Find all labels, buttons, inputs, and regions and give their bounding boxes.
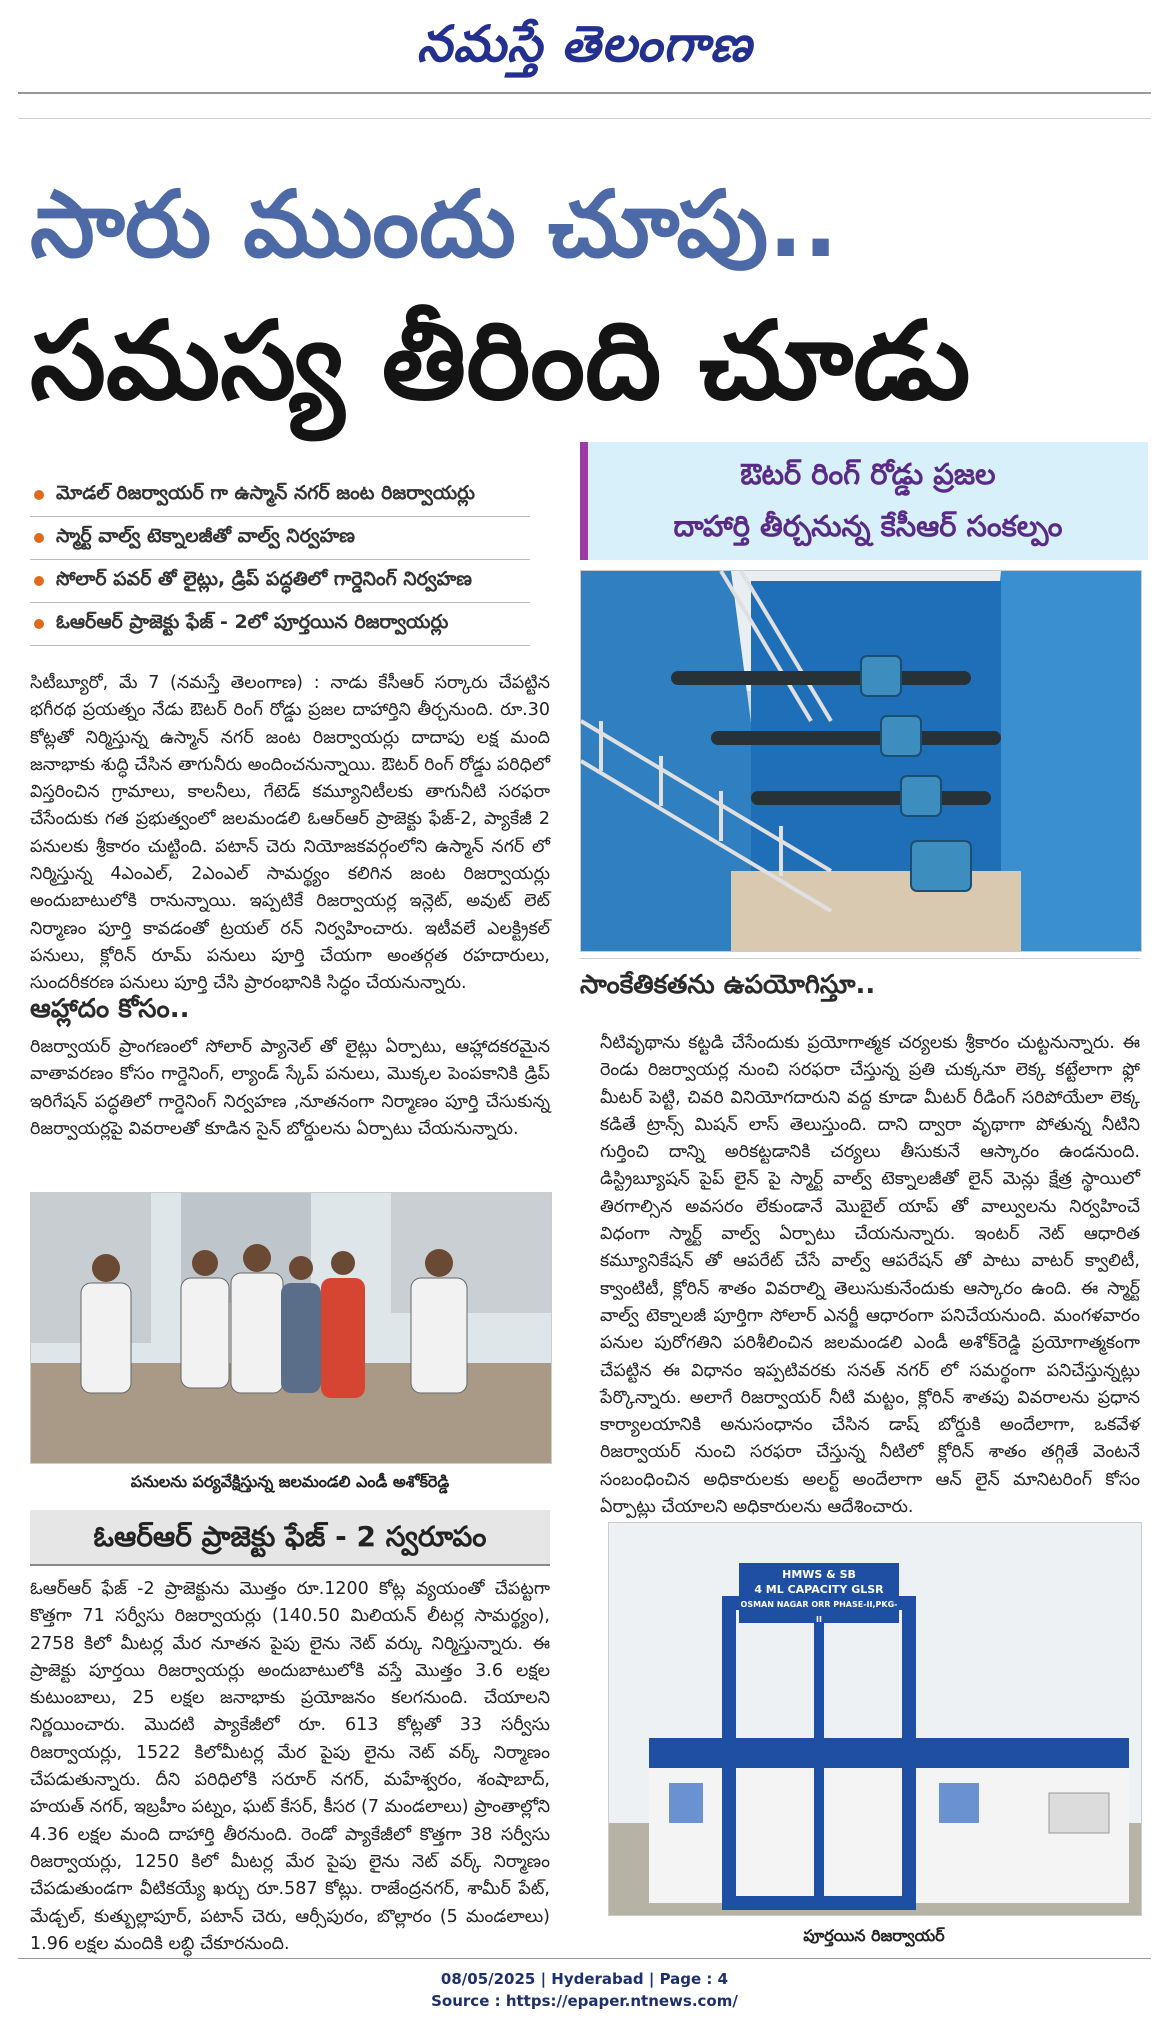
footer — [0, 1968, 1169, 2012]
masthead — [0, 0, 1169, 86]
page-divider — [18, 118, 1151, 119]
headline-line1: సారు ముందు చూపు.. — [30, 171, 839, 278]
subhead-technology: సాంకేతికతను ఉపయోగిస్తూ.. — [580, 970, 876, 1000]
officials-photo-caption: పనులను పర్యవేక్షిస్తున్న జలమండలి ఎండీ అశోక్‌రెడ్డి — [130, 1472, 450, 1491]
bullet-dot-icon — [34, 576, 44, 586]
box-paragraph: ఓఆర్ఆర్ ఫేజ్ -2 ప్రాజెక్టును మొత్తం రూ.1200 కోట్ల వ్యయంతో చేపట్టగా కొత్తగా 71 సర్వీసు రిజర్వాయర్లు (140.50 మిలియన్ లీటర్ల సామర్థ్యం), 2758 కిలో మీటర్ల మేర నూతన పైపు లైను నెట్ వర్కు నిర్మిస్తున్నారు. ఈ ప్రాజెక్టు పూర్తయి రిజర్వాయర్లు అందుబాటులోకి వస్తే మొత్తం 3.6 లక్షల కుటుంబాలు, 25 లక్షల జనాభాకు ప్రయోజనం కలగనుంది. చేయాలని నిర్ణయించారు. మొదటి ప్యాకేజీలో రూ. 613 కోట్లతో 33 సర్వీసు రిజర్వాయర్లు, 1522 కిలోమీటర్ల మేర పైపు లైను నెట్ వర్క్ నిర్మాణం చేపడుతున్నారు. దీని పరిధిలోకి సరూర్ నగర్, మహేశ్వరం, శంషాబాద్, హయత్ నగర్, ఇబ్రహీం పట్నం, ఘట్ కేసర్, కీసర (7 మండలాలు) ప్రాంతాల్లోని 4.36 లక్షల మంది దాహార్తి తీరనుంది. రెండో ప్యాకేజీలో కొత్తగా 38 సర్వీసు రిజర్వాయర్లు, 1250 కిలో మీటర్ల మేర పైపు లైను నెట్ వర్క్ నిర్మాణం చేపడుతుండగా వీటికయ్యే ఖర్చు రూ.587 కోట్లు. రాజేంద్రనగర్, శామీర్ పేట్, మేడ్చల్, కుత్బుల్లాపూర్, పటాన్ చెరు, ఆర్సీపురం, బొల్లారం (5 మండలాలు) 1.96 లక్షల మందికి లబ్ధి చేకూరనుంది. — [30, 1579, 550, 1954]
subhead-aahladam: ఆహ్లాదం కోసం.. — [30, 994, 190, 1024]
intro-paragraph: సిటీబ్యూరో, మే 7 (నమస్తే తెలంగాణ) : నాడు కేసీఆర్ సర్కారు చేపట్టిన భగీరథ ప్రయత్నం నేడు ఔటర్ రింగ్ రోడ్డు ప్రజల దాహార్తిని తీర్చనుంది. రూ.30 కోట్లతో నిర్మిస్తున్న ఉస్మాన్ నగర్ జంట రిజర్వాయర్లు దాదాపు లక్ష మంది జనాభాకు శుద్ధి చేసిన తాగునీరు అందించనున్నాయి. ఔటర్ రింగ్ రోడ్డు పరిధిలో విస్తరించిన గ్రామాలు, కాలనీలు, గేటెడ్ కమ్యూనిటీలకు తాగునీటి సరఫరా చేసేందుకు గత ప్రభుత్వంలో జలమండలి ఓఆర్ఆర్ ప్రాజెక్టు ఫేజ్-2, ప్యాకేజీ 2 పనులకు శ్రీకారం చుట్టింది. పటాన్ చెరు నియోజకవర్గంలోని ఉస్మాన్ నగర్ లో నిర్మిస్తున్న 4ఎంఎల్, 2ఎంఎల్ సామర్థ్యం కలిగిన జంట రిజర్వాయర్లు అందుబాటులోకి రానున్నాయి. ఇప్పటికే రిజర్వాయర్ల ఇన్లెట్, అవుట్ లెట్ నిర్మాణం పూర్తి కావడంతో ట్రయల్ రన్ నిర్వహించారు. ఇటీవలే ఎలక్ట్రికల్ పనులు, క్లోరిన్ రూమ్ పనులు పూర్తి చేయగా అంతర్గత రహదారులు, సుందరీకరణ పనులు పూర్తి చేసి ప్రారంభానికి సిద్ధం చేయనున్నారు. — [30, 673, 550, 994]
masthead-logo: నమస్తే తెలంగాణ — [416, 14, 753, 73]
highlight-item: ఓఆర్ఆర్ ప్రాజెక్టు ఫేజ్ - 2లో పూర్తయిన రిజర్వాయర్లు — [30, 603, 530, 646]
highlights-list — [30, 474, 530, 646]
side-banner — [580, 442, 1148, 560]
box-heading: ఓఆర్ఆర్ ప్రాజెక్టు ఫేజ్ - 2 స్వరూపం — [30, 1510, 550, 1566]
technology-paragraph: నీటివృథాను కట్టడి చేసేందుకు ప్రయోగాత్మక చర్యలకు శ్రీకారం చుట్టనున్నారు. ఈ రెండు రిజర్వాయర్ల నుంచి సరఫరా చేస్తున్న ప్రతి చుక్కనూ లెక్క కట్టేలాగా ఫ్లో మీటర్ పెట్టి, చివరి వినియోగదారుని వద్ద కూడా మీటర్ రీడింగ్ సరిపోయేలా లెక్క కడితే ట్రాన్స్ మిషన్ లాస్ తెలుస్తుంది. దాని ద్వారా వృథాగా పోతున్న నీటిని గుర్తించి దాన్ని అరికట్టడానికి చర్యలు తీసుకునే ఆస్కారం ఉండనుంది. డిస్ట్రిబ్యూషన్ పైప్ లైన్ పై స్మార్ట్ వాల్వ్ టెక్నాలజీతో లైన్ మెన్లు క్షేత్ర స్థాయిలో తిరగాల్సిన అవసరం లేకుండానే మొబైల్ యాప్ తో వాల్వులను నిర్వహించే విధంగా స్మార్ట్ వాల్వ్ ఏర్పాటు చేయనున్నారు. ఇంటర్ నెట్ ఆధారిత కమ్యూనికేషన్ తో ఆపరేట్ చేసే వాల్వ్ ఆపరేషన్ తో పాటు వాటర్ క్వాలిటీ, క్వాంటిటీ, క్లోరిన్ శాతం వివరాల్ని తెలుసుకునేందుకు ఆస్కారం ఉంది. ఈ స్మార్ట్ వాల్వ్ టెక్నాలజీ పూర్తిగా సోలార్ ఎనర్జీ ఆధారంగా పనిచేయనుంది. మంగళవారం పనుల పురోగతిని పరిశీలించిన జలమండలి ఎండీ అశోక్‌రెడ్డి ప్రయోగాత్మకంగా చేపట్టిన ఈ విధానం ఇప్పటివరకు సనత్ నగర్ లో సమర్థంగా పనిచేస్తున్నట్లు పేర్కొన్నారు. అలాగే రిజర్వాయర్ నీటి మట్టం, క్లోరిన్ శాతపు వివరాలను ప్రధాన కార్యాలయానికి అనుసంధానం చేసిన డాష్ బోర్డుకి అందేలాగా, ఒకవేళ రిజర్వాయర్ నుంచి సరఫరా చేస్తున్న నీటిలో క్లోరిన్ శాతం తగ్గితే వెంటనే సంబంధించిన అధికారులకు అలర్ట్ అందేలాగా ఆన్ లైన్ మానిటరింగ్ కోసం ఏర్పాట్లు చేయాలని అధికారులను ఆదేశించారు. — [600, 1033, 1140, 1518]
officials-illustration — [31, 1193, 551, 1463]
masthead-divider — [18, 92, 1151, 94]
side-banner-line2: దాహార్తి తీర్చనున్న కేసీఆర్ సంకల్పం — [673, 509, 1063, 543]
tank-sign-line2: 4 ML CAPACITY GLSR — [754, 1583, 884, 1596]
highlight-item: స్మార్ట్ వాల్వ్ టెక్నాలజీతో వాల్వ్ నిర్వహణ — [30, 517, 530, 560]
bullet-dot-icon — [34, 533, 44, 543]
highlight-item: సోలార్ పవర్ తో లైట్లు, డ్రిప్ పద్ధతిలో గార్డెనింగ్ నిర్వహణ — [30, 560, 530, 603]
pump-room-illustration — [581, 571, 1141, 951]
bullet-dot-icon — [34, 619, 44, 629]
tank-sign-line1: HMWS & SB — [782, 1568, 856, 1581]
side-banner-line1: ఔటర్ రింగ్ రోడ్డు ప్రజల — [740, 457, 996, 491]
officials-photo — [30, 1192, 552, 1464]
reservoir-photo — [608, 1522, 1142, 1916]
tank-sign-line3: OSMAN NAGAR ORR PHASE-II,PKG-II — [740, 1600, 898, 1624]
bullet-dot-icon — [34, 490, 44, 500]
tank-sign — [739, 1567, 899, 1627]
reservoir-photo-caption: పూర్తయిన రిజర్వాయర్ — [803, 1926, 945, 1945]
pump-room-photo — [580, 570, 1142, 952]
footer-source-line: Source : https://epaper.ntnews.com/ — [431, 1992, 738, 2010]
headline-line2: సమస్య తీరింది చూడు — [30, 299, 971, 424]
aahladam-paragraph: రిజర్వాయర్ ప్రాంగణంలో సోలార్ ప్యానెల్ తో లైట్లు ఏర్పాటు, ఆహ్లాదకరమైన వాతావరణం కోసం గార్డెనింగ్, ల్యాండ్ స్కేప్ పనులు, మొక్కల పెంపకానికి డ్రిప్ ఇరిగేషన్ పద్ధతిలో గార్డెనింగ్ నిర్వహణ ,నూతనంగా నిర్మాణం పూర్తి చేసుకున్న రిజర్వాయర్లపై వివరాలతో కూడిన సైన్ బోర్డులను ఏర్పాటు చేయనున్నారు. — [30, 1037, 550, 1139]
highlight-item: మోడల్ రిజర్వాయర్ గా ఉస్మాన్ నగర్ జంట రిజర్వాయర్లు — [30, 474, 530, 517]
section-divider — [580, 958, 1140, 959]
footer-date-line: 08/05/2025 | Hyderabad | Page : 4 — [440, 1970, 729, 1988]
footer-divider — [18, 1958, 1151, 1959]
